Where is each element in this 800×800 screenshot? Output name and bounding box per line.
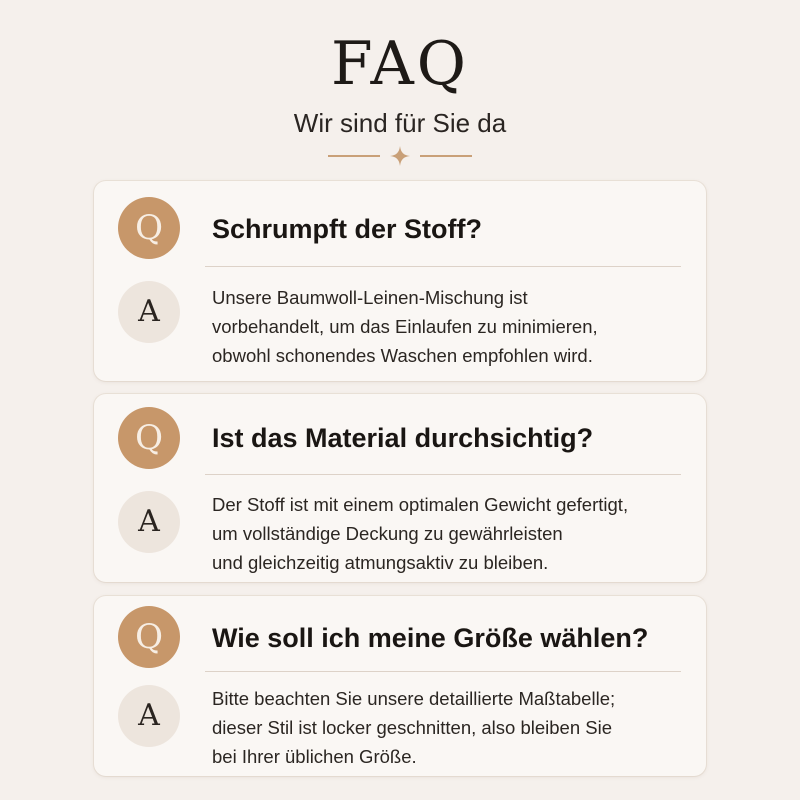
answer-line: vorbehandelt, um das Einlaufen zu minimieren, [212, 316, 598, 337]
answer-line: Bitte beachten Sie unsere detaillierte Maßtabelle; [212, 688, 616, 709]
answer-line: dieser Stil ist locker geschnitten, also bleiben Sie [212, 717, 613, 738]
answer-line: und gleichzeitig atmungsaktiv zu bleiben. [212, 552, 549, 573]
answer-line: obwohl schonendes Waschen empfohlen wird. [212, 345, 593, 366]
faq-question: Ist das Material durchsichtig? [212, 423, 594, 453]
sparkle-icon [390, 146, 410, 166]
card-divider [205, 266, 681, 267]
faq-card [94, 596, 706, 776]
page-subtitle: Wir sind für Sie da [293, 108, 507, 138]
faq-question: Wie soll ich meine Größe wählen? [212, 623, 649, 653]
answer-badge: A [118, 491, 180, 553]
question-badge: Q [118, 197, 180, 259]
faq-card [94, 181, 706, 381]
question-badge: Q [118, 606, 180, 668]
faq-answer [212, 490, 702, 577]
faq-answer [212, 684, 702, 771]
question-badge: Q [118, 407, 180, 469]
answer-line: um vollständige Deckung zu gewährleisten [212, 523, 563, 544]
answer-line: Unsere Baumwoll-Leinen-Mischung ist [212, 287, 528, 308]
divider-line-right [420, 155, 472, 157]
card-divider [205, 474, 681, 475]
faq-card [94, 394, 706, 582]
answer-line: Der Stoff ist mit einem optimalen Gewicht gefertigt, [212, 494, 629, 515]
title-divider [328, 146, 472, 166]
answer-badge: A [118, 281, 180, 343]
faq-answer [212, 283, 702, 370]
divider-line-left [328, 155, 380, 157]
answer-line: bei Ihrer üblichen Größe. [212, 746, 417, 767]
faq-question: Schrumpft der Stoff? [212, 214, 482, 244]
page-title: FAQ [331, 29, 469, 99]
answer-badge: A [118, 685, 180, 747]
card-divider [205, 671, 681, 672]
